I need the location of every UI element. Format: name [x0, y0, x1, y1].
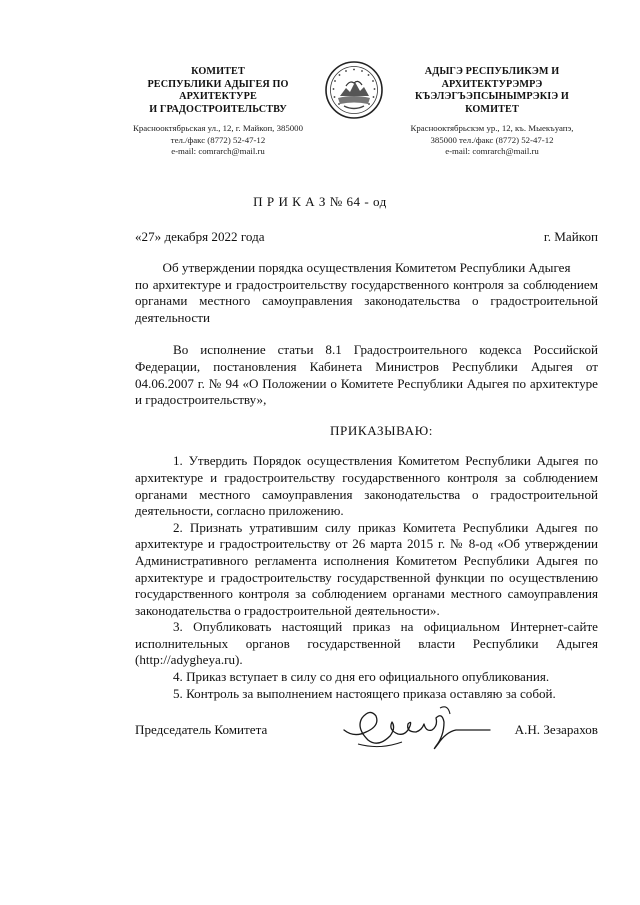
order-item: 2. Признать утратившим силу приказ Комитета Республики Адыгея по архитектуре и градостроительству от 26 марта 2015 г. № 8-од «Об утверждении Административного регламента исполнения Комитетом Республики Адыгея по архитектуре и градостроительству государственной функции по осуществлению государственного контроля за соблюдением органами местного самоуправления законодательства о градостроительной деятельности».	[135, 519, 598, 618]
subject-text: по архитектуре и градостроительству государственного контроля за соблюдением органами местного самоуправления законодательства о градостроительной деятельности	[135, 276, 598, 325]
left-org-line: РЕСПУБЛИКИ АДЫГЕЯ ПО	[147, 78, 289, 90]
order-item: 1. Утвердить Порядок осуществления Комитетом Республики Адыгея по архитектуре и градостроительству государственного контроля за соблюдением органами местного самоуправления законодательства о градостроительной деятельности, согласно приложению.	[135, 453, 598, 519]
order-date: «27» декабря 2022 года	[135, 229, 265, 244]
left-address: Краснооктябрьская ул., 12, г. Майкоп, 385000	[133, 123, 303, 134]
signature-name: А.Н. Зезарахов	[514, 722, 598, 737]
order-item: 5. Контроль за выполнением настоящего приказа оставляю за собой.	[173, 685, 556, 701]
left-org-line: АРХИТЕКТУРЕ	[179, 91, 257, 103]
right-email: e-mail: comrarch@mail.ru	[445, 146, 539, 157]
coat-of-arms-emblem	[324, 60, 384, 120]
left-email: e-mail: comrarch@mail.ru	[171, 146, 265, 157]
right-org-line: КЪЭЛЭГЪЭПСЫНЫМРЭКIЭ И	[415, 91, 569, 103]
right-header	[392, 66, 592, 158]
order-item: 4. Приказ вступает в силу со дня его официального опубликования.	[173, 669, 550, 685]
subject-line: Об утверждении порядка осуществления Комитетом Республики Адыгея	[162, 260, 571, 275]
left-phone: тел./факс (8772) 52-47-12	[170, 134, 266, 145]
left-org-line: КОМИТЕТ	[191, 66, 245, 77]
preamble-text: Во исполнение статьи 8.1 Градостроительного кодекса Российской Федерации, постановления Кабинета Министров Республики Адыгея от 04.06.2007 г. № 94 «О Положении о Комитете Республики Адыгея по архитектуре и градостроительству»,	[135, 342, 598, 408]
right-org-line: АДЫГЭ РЕСПУБЛИКЭМ И	[424, 66, 560, 77]
signature-position: Председатель Комитета	[135, 722, 268, 737]
order-title: П Р И К А З № 64 - од	[253, 194, 387, 209]
order-city: г. Майкоп	[543, 229, 598, 244]
right-org-line: КОМИТЕТ	[465, 103, 519, 115]
order-word: ПРИКАЗЫВАЮ:	[329, 422, 434, 438]
handwritten-signature	[340, 700, 500, 760]
left-header	[118, 66, 318, 158]
order-item: 3. Опубликовать настоящий приказ на официальном Интернет-сайте исполнительных органов государственной власти Республики Адыгея (http://adygheya.ru).	[135, 619, 598, 668]
right-org-line: АРХИТЕКТУРЭМРЭ	[441, 78, 543, 90]
right-phone: 385000 тел./факс (8772) 52-47-12	[430, 134, 554, 145]
right-address: Краснооктябрьскэм ур., 12, къ. Мыекъуапэ,	[410, 123, 574, 134]
document-body	[135, 260, 598, 702]
left-org-line: И ГРАДОСТРОИТЕЛЬСТВУ	[149, 103, 287, 115]
